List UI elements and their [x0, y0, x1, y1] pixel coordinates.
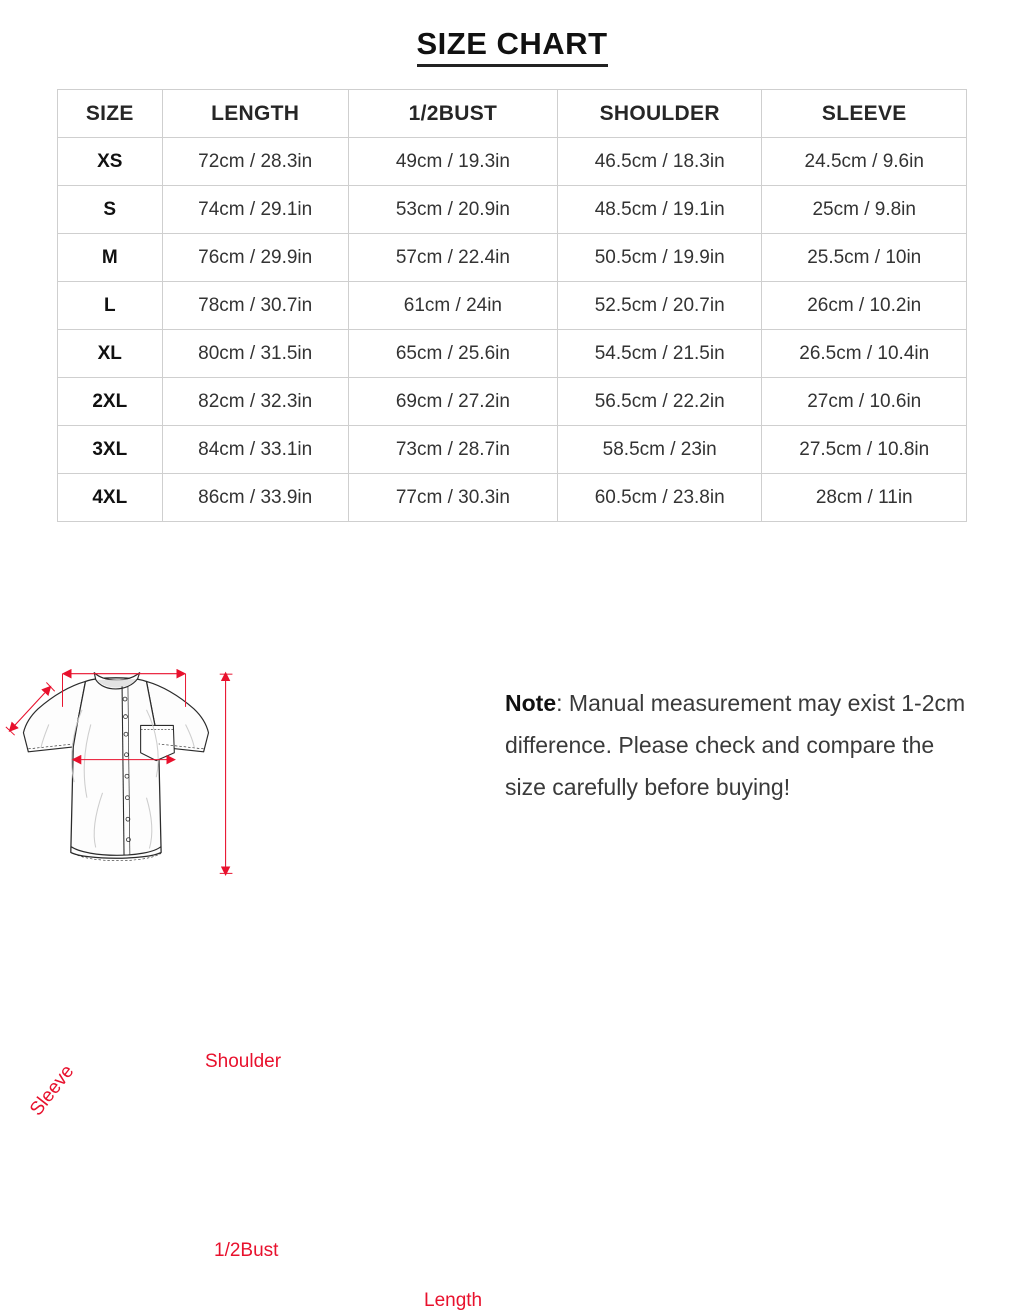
- cell-half-bust: 77cm / 30.3in: [348, 474, 557, 522]
- page-title-container: [0, 0, 1024, 67]
- cell-sleeve: 26.5cm / 10.4in: [762, 330, 967, 378]
- cell-half-bust: 53cm / 20.9in: [348, 186, 557, 234]
- measurement-note: [505, 682, 975, 808]
- cell-sleeve: 27cm / 10.6in: [762, 378, 967, 426]
- column-header-length: LENGTH: [162, 90, 348, 138]
- note-label: Note: [505, 690, 557, 716]
- cell-sleeve: 25cm / 9.8in: [762, 186, 967, 234]
- cell-size: M: [58, 234, 163, 282]
- table-row: [58, 234, 967, 282]
- cell-half-bust: 65cm / 25.6in: [348, 330, 557, 378]
- table-header-row: [58, 90, 967, 138]
- cell-length: 76cm / 29.9in: [162, 234, 348, 282]
- column-header-shoulder: SHOULDER: [557, 90, 762, 138]
- table-row: [58, 282, 967, 330]
- table-row: [58, 138, 967, 186]
- cell-half-bust: 73cm / 28.7in: [348, 426, 557, 474]
- label-sleeve: Sleeve: [26, 1061, 79, 1120]
- cell-sleeve: 25.5cm / 10in: [762, 234, 967, 282]
- shirt-outline: [23, 673, 208, 861]
- cell-size: 3XL: [58, 426, 163, 474]
- measure-length-arrow: [220, 673, 233, 874]
- cell-sleeve: 28cm / 11in: [762, 474, 967, 522]
- cell-shoulder: 48.5cm / 19.1in: [557, 186, 762, 234]
- cell-half-bust: 69cm / 27.2in: [348, 378, 557, 426]
- cell-half-bust: 57cm / 22.4in: [348, 234, 557, 282]
- table-row: [58, 186, 967, 234]
- cell-size: XL: [58, 330, 163, 378]
- cell-size: L: [58, 282, 163, 330]
- label-shoulder: Shoulder: [205, 1051, 282, 1072]
- cell-length: 78cm / 30.7in: [162, 282, 348, 330]
- column-header-size: SIZE: [58, 90, 163, 138]
- cell-half-bust: 49cm / 19.3in: [348, 138, 557, 186]
- cell-shoulder: 52.5cm / 20.7in: [557, 282, 762, 330]
- table-row: [58, 378, 967, 426]
- note-text: : Manual measurement may exist 1-2cm difference. Please check and compare the size carefully before buying!: [505, 690, 966, 800]
- cell-sleeve: 26cm / 10.2in: [762, 282, 967, 330]
- measurement-diagram-section: [0, 522, 1024, 1311]
- table-row: [58, 474, 967, 522]
- cell-sleeve: 24.5cm / 9.6in: [762, 138, 967, 186]
- cell-shoulder: 58.5cm / 23in: [557, 426, 762, 474]
- cell-length: 86cm / 33.9in: [162, 474, 348, 522]
- column-header-sleeve: SLEEVE: [762, 90, 967, 138]
- label-length: Length: [424, 1290, 483, 1311]
- cell-size: 4XL: [58, 474, 163, 522]
- column-header-half-bust: 1/2BUST: [348, 90, 557, 138]
- cell-size: S: [58, 186, 163, 234]
- cell-sleeve: 27.5cm / 10.8in: [762, 426, 967, 474]
- cell-size: XS: [58, 138, 163, 186]
- cell-shoulder: 60.5cm / 23.8in: [557, 474, 762, 522]
- table-row: [58, 330, 967, 378]
- cell-length: 84cm / 33.1in: [162, 426, 348, 474]
- size-chart-table-container: [57, 89, 967, 522]
- shirt-illustration: [0, 522, 500, 1027]
- cell-shoulder: 56.5cm / 22.2in: [557, 378, 762, 426]
- table-row: [58, 426, 967, 474]
- page-title: SIZE CHART: [417, 26, 608, 67]
- cell-shoulder: 54.5cm / 21.5in: [557, 330, 762, 378]
- size-chart-table: [57, 89, 967, 522]
- cell-length: 72cm / 28.3in: [162, 138, 348, 186]
- cell-length: 80cm / 31.5in: [162, 330, 348, 378]
- cell-length: 74cm / 29.1in: [162, 186, 348, 234]
- label-half-bust: 1/2Bust: [214, 1240, 279, 1261]
- cell-shoulder: 46.5cm / 18.3in: [557, 138, 762, 186]
- cell-length: 82cm / 32.3in: [162, 378, 348, 426]
- cell-shoulder: 50.5cm / 19.9in: [557, 234, 762, 282]
- cell-half-bust: 61cm / 24in: [348, 282, 557, 330]
- cell-size: 2XL: [58, 378, 163, 426]
